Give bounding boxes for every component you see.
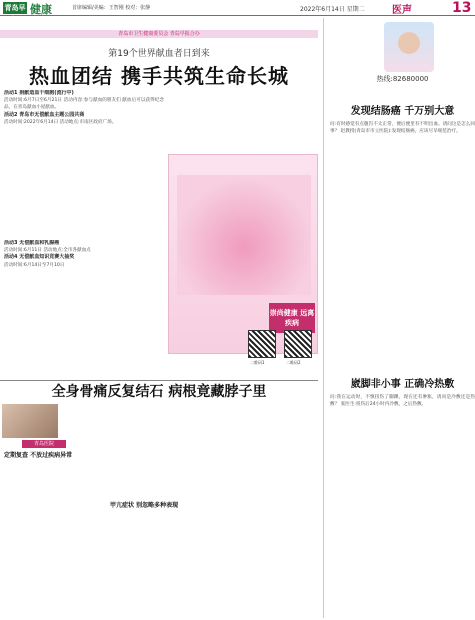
section-label: 活动2 青岛市无偿献血主题公园共商 — [4, 111, 85, 118]
doctor-illustration — [384, 22, 434, 72]
section-label: 活动1 捐献造血干细胞(流行中) — [4, 90, 74, 96]
poster-illustration — [177, 175, 311, 295]
qa-article-1 — [330, 105, 475, 251]
poster-badge: 崇尚健康 远离疾病 — [269, 303, 315, 333]
section-text: 活动时间:6月14日至7月10日 — [4, 262, 65, 268]
section-text: 活动时间:2022年6月14日 活动地点:市南区政府广场。 — [4, 119, 117, 125]
page-number: 13 — [452, 0, 472, 16]
column-divider — [323, 18, 324, 618]
qa-text: 问:有时感觉有点腹泻不太正常，便后便里有不明出血。请问这是怎么回事？ 赵教授(青岛市市立医院):发现结肠癌，应该尽早规范治疗。 — [330, 122, 475, 135]
doctor-face-icon — [398, 32, 420, 54]
section-label: 活动4 无偿献血知识竞赛大抽奖 — [4, 254, 75, 261]
section-text: 活动时间:6月11日 活动地点:全市各献血点 — [4, 248, 91, 254]
blood-donation-poster — [168, 154, 318, 354]
qr-label: 二维码1 — [250, 360, 265, 365]
newspaper-logo: 青岛早报 — [4, 4, 26, 24]
qa-article-2 — [330, 378, 475, 594]
main-headline: 热血团结 携手共筑生命长城 — [29, 64, 289, 88]
section-title: 健康 — [30, 3, 52, 16]
qr-label: 二维码2 — [286, 360, 301, 365]
intro-article — [4, 90, 164, 240]
qa-headline: 崴脚非小事 正确冷热敷 — [350, 379, 455, 390]
story-column — [110, 500, 210, 509]
second-headline: 全身骨痛反复结石 病根竟藏脖子里 — [51, 384, 267, 400]
column-tag: 医声 — [392, 5, 412, 16]
qr-code-icon[interactable] — [248, 330, 276, 358]
activity-list — [4, 240, 164, 375]
section-label: 活动3 无偿献血和乳腺癌 — [4, 240, 60, 246]
subheading: 定期复查 不放过疾病异常 — [4, 452, 73, 459]
co-organizer-band: 青岛市卫生健康委员会 青岛早报合办 — [0, 30, 318, 38]
story-column — [4, 450, 104, 459]
qa-headline: 发现结肠癌 千万别大意 — [350, 106, 455, 117]
qr-code-icon[interactable] — [284, 330, 312, 358]
issue-date: 2022年6月14日 星期二 — [300, 6, 365, 13]
hotline: 热线:82680000 — [376, 75, 429, 83]
qa-text: 问:我在运动时，不慎扭伤了脚踝，现在还有肿胀，请问是冷敷还是热敷？ 张医生:扭伤后24小时内冷敷，之后热敷。 — [330, 395, 475, 408]
section-text: 活动时间:6月7日至6月21日 活动内容:参与献血的朋友们 献血后可以获得纪念品，在青岛献血小屋献血。 — [4, 98, 164, 111]
hospital-tag: 青岛医院 — [22, 440, 66, 448]
patient-photo — [2, 404, 58, 438]
masthead — [0, 0, 475, 24]
pre-title: 第19个世界献血者日到来 — [108, 49, 210, 59]
editors-line: 首席编辑/美编：王智刚 校对：张静 — [72, 5, 151, 11]
subheading: 甲亢症状 别忽略多种表现 — [110, 502, 179, 509]
